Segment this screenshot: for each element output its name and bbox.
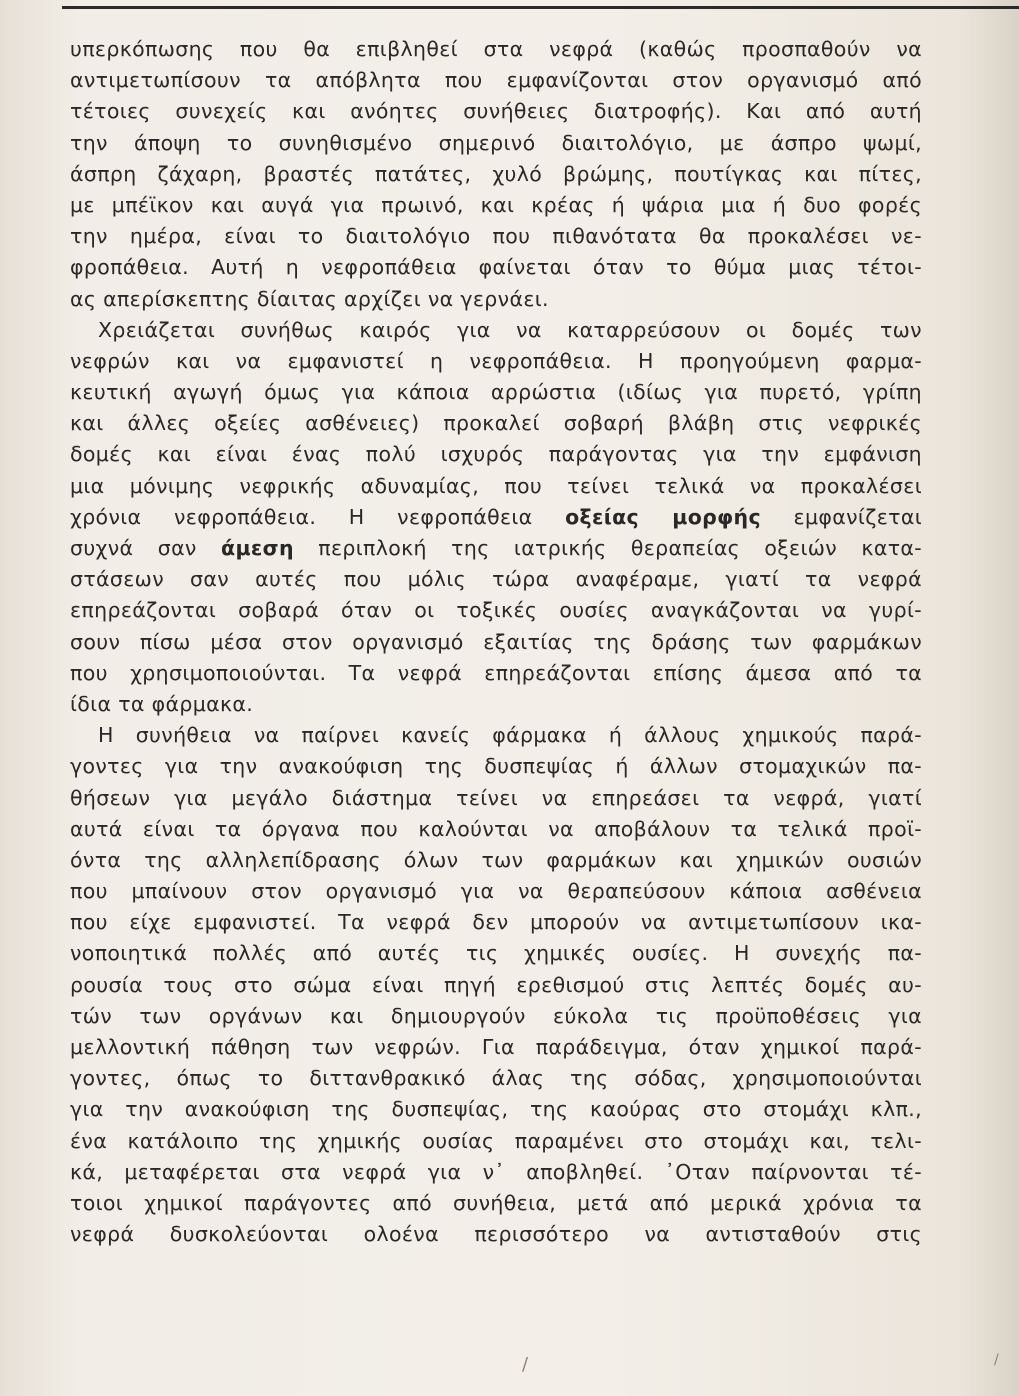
text-run: περιπλοκή της ιατρικής θεραπείας οξειών κατα- (293, 536, 922, 560)
text-line: μελλοντική πάθηση των νεφρών. Για παράδειγμα, όταν χημικοί παρά- (70, 1035, 922, 1059)
text-line: Η συνήθεια να παίρνει κανείς φάρμακα ή άλλους χημικούς παρά- (98, 723, 922, 748)
pencil-mark: / (522, 1354, 529, 1375)
text-line: και άλλες οξείες ασθένειες) προκαλεί σοβαρή βλάβη στις νεφρικές (70, 411, 922, 436)
pencil-mark: / (994, 1352, 999, 1368)
text-line: νοποιητικά πολλές από αυτές τις χημικές ουσίες. Η συνεχής πα- (70, 941, 922, 966)
text-line: αυτά είναι τα όργανα που καλούνται να αποβάλουν τα τελικά προϊ- (70, 816, 922, 841)
top-rule (62, 6, 1019, 9)
emphasis-text: άμεση (221, 536, 294, 560)
text-line (70, 533, 922, 564)
text-line: την άποψη το συνηθισμένο σημερινό διαιτολόγιο, με άσπρο ψωμί, (70, 130, 922, 155)
text-line: ίδια τα φάρμακα. (70, 691, 254, 716)
text-line: αντιμετωπίσουν τα απόβλητα που εμφανίζονται στον οργανισμό από (70, 68, 922, 93)
text-line: επηρεάζονται σοβαρά όταν οι τοξικές ουσίες αναγκάζονται να γυρί- (70, 598, 922, 623)
text-line: νεφρά δυσκολεύονται ολοένα περισσότερο να αντισταθούν στις (70, 1222, 922, 1247)
text-line (70, 502, 922, 533)
text-line: άσπρη ζάχαρη, βραστές πατάτες, χυλό βρώμης, πουτίγκας και πίτες, (70, 161, 922, 186)
body-text (70, 34, 922, 1250)
paragraph-2 (70, 315, 922, 720)
text-line: κευτική αγωγή όμως για κάποια αρρώστια (ιδίως για πυρετό, γρίπη (70, 380, 922, 405)
emphasis-text: οξείας μορφής (565, 504, 761, 529)
text-line: Χρειάζεται συνήθως καιρός για να καταρρεύσουν οι δομές των (98, 317, 922, 342)
text-line: φροπάθεια. Αυτή η νεφροπάθεια φαίνεται όταν το θύμα μιας τέτοι- (70, 255, 922, 280)
text-line: υπερκόπωσης που θα επιβληθεί στα νεφρά (καθώς προσπαθούν να (70, 37, 922, 61)
text-line: γοντες για την ανακούφιση της δυσπεψίας ή άλλων στομαχικών πα- (70, 754, 922, 779)
text-line: ρουσία τους στο σώμα είναι πηγή ερεθισμού στις λεπτές δομές αυ- (70, 972, 922, 997)
text-line: θήσεων για μεγάλο διάστημα τείνει να επηρεάσει τα νεφρά, γιατί (70, 785, 922, 810)
text-line: που μπαίνουν στον οργανισμό για να θεραπεύσουν κάποια ασθένεια (70, 879, 922, 904)
text-line: τοιοι χημικοί παράγοντες από συνήθεια, μετά από μερικά χρόνια τα (70, 1190, 922, 1215)
text-line: δομές και είναι ένας πολύ ισχυρός παράγοντας για την εμφάνιση (70, 442, 922, 467)
text-line: ένα κατάλοιπο της χημικής ουσίας παραμένει στο στομάχι και, τελι- (70, 1128, 922, 1153)
text-line: μια μόνιμης νεφρικής αδυναμίας, που τείνει τελικά να προκαλέσει (70, 473, 922, 498)
text-line: για την ανακούφιση της δυσπεψίας, της καούρας στο στομάχι κλπ., (70, 1097, 922, 1122)
text-line: την ημέρα, είναι το διαιτολόγιο που πιθανότατα θα προκαλέσει νε- (70, 224, 922, 249)
paragraph-1 (70, 34, 922, 315)
text-line: στάσεων σαν αυτές που μόλις τώρα αναφέραμε, γιατί τα νεφρά (70, 567, 922, 592)
text-run: εμφανίζεται (760, 504, 922, 529)
paragraph-3 (70, 720, 922, 1250)
text-line: νεφρών και να εμφανιστεί η νεφροπάθεια. Η προηγούμενη φαρμα- (70, 348, 922, 373)
text-line: κά, μεταφέρεται στα νεφρά για ν᾽ αποβληθεί. ᾽Οταν παίρνονται τέ- (70, 1159, 922, 1184)
text-run: χρόνια νεφροπάθεια. Η νεφροπάθεια (70, 504, 566, 529)
text-line: ας απερίσκεπτης δίαιτας αρχίζει να γερνάει. (70, 286, 549, 311)
text-line: με μπέϊκον και αυγά για πρωινό, και κρέας ή ψάρια μια ή δυο φορές (70, 192, 922, 217)
text-line: όντα της αλληλεπίδρασης όλων των φαρμάκων και χημικών ουσιών (70, 847, 922, 872)
text-line: γοντες, όπως το διττανθρακικό άλας της σόδας, χρησιμοποιούνται (70, 1066, 922, 1091)
text-line: που χρησιμοποιούνται. Τα νεφρά επηρεάζονται επίσης άμεσα από τα (70, 660, 922, 685)
text-line: σουν πίσω μέσα στον οργανισμό εξαιτίας της δράσης των φαρμάκων (70, 629, 922, 654)
text-line: που είχε εμφανιστεί. Τα νεφρά δεν μπορούν να αντιμετωπίσουν ικα- (70, 910, 922, 935)
text-run: συχνά σαν (70, 536, 222, 560)
text-line: τών των οργάνων και δημιουργούν εύκολα τις προϋποθέσεις για (70, 1003, 922, 1028)
text-line: τέτοιες συνεχείς και ανόητες συνήθειες διατροφής). Και από αυτή (70, 99, 922, 124)
